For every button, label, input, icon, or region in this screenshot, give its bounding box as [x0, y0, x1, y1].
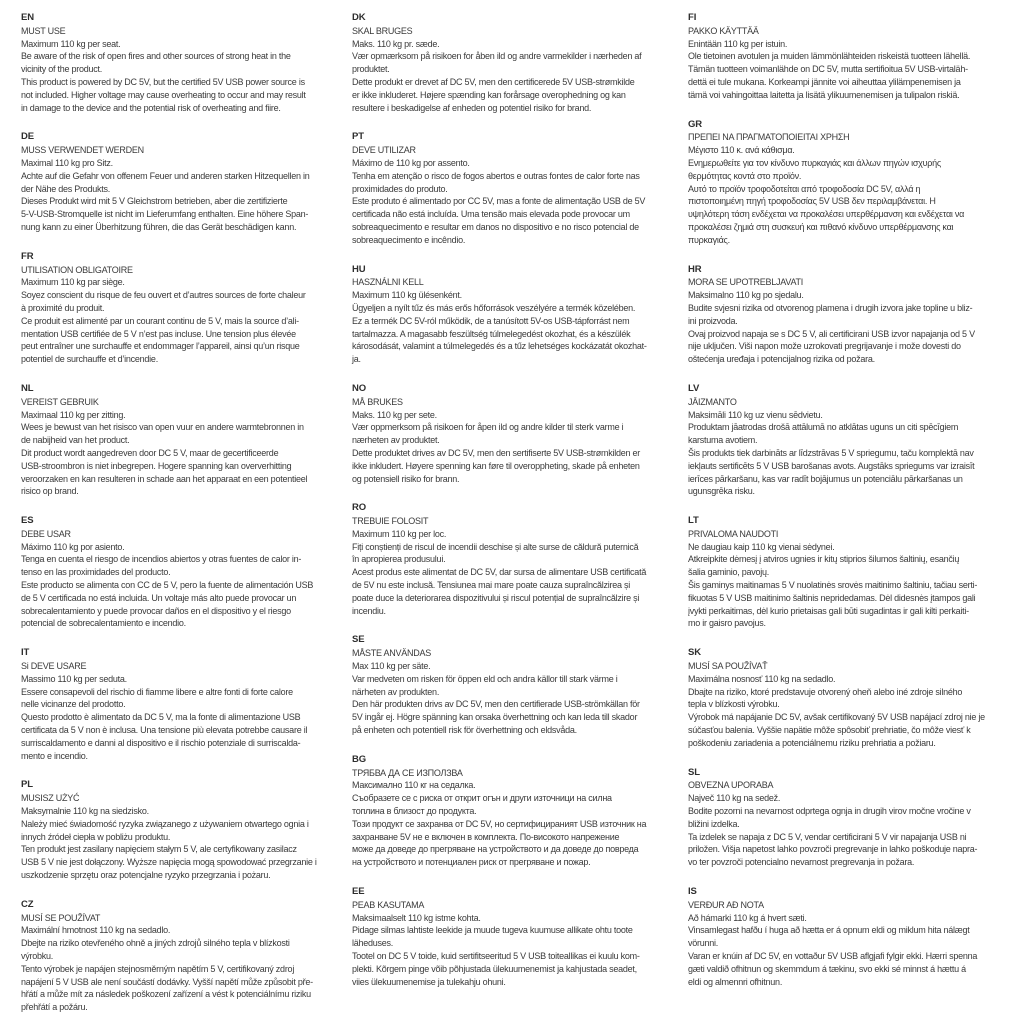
- text-line: Atkreipkite dėmesį į atviros ugnies ir kitų stiprios šilumos šaltinių, esančių: [688, 554, 960, 565]
- text-line: poate duce la deteriorarea dispozitivului și riscul potențial de supraîncălzire și: [352, 592, 640, 603]
- text-line: Maximálna nosnosť 110 kg na sedadlo.: [688, 673, 836, 684]
- text-line: proximidades do produto.: [352, 183, 448, 194]
- section-heading: MUSISZ UŻYĆ: [21, 793, 80, 804]
- language-code: RO: [352, 502, 367, 514]
- text-line: på enheten och potentiell risk för överhettning och eldsvåda.: [352, 725, 577, 736]
- text-line: Produktam jāatrodas drošā attālumā no atklātas uguns un citi spēcīgiem: [688, 422, 959, 433]
- section-heading: UTILISATION OBLIGATOIRE: [21, 264, 133, 275]
- text-line: USB-stroombron is niet inbegrepen. Hogere spanning kan oververhitting: [21, 460, 292, 471]
- text-line: Tämän tuotteen voimanlähde on DC 5V, mutta sertifioitua 5V USB-virtaläh-: [688, 64, 968, 75]
- text-line: plekti. Kõrgem pinge võib põhjustada ülekuumenemist ja kahjustada seadet,: [352, 963, 637, 974]
- language-section-dk: [352, 12, 664, 114]
- section-heading: PAKKO KÄYTTÄÄ: [688, 25, 759, 36]
- language-section-ro: [352, 502, 664, 617]
- section-heading: MUSS VERWENDET WERDEN: [21, 145, 144, 156]
- text-line: oštećenja uređaja i potencijalnog rizika od požara.: [688, 354, 875, 365]
- section-heading: JĀIZMANTO: [688, 396, 737, 407]
- text-line: Maksimāli 110 kg uz vienu sēdvietu.: [688, 409, 823, 420]
- text-line: iekļauts sertificēts 5 V USB barošanas avots. Augstāks spriegums var izraisīt: [688, 460, 975, 471]
- text-line: USB 5 V nie jest dołączony. Wyższe napięcia mogą spowodować przegrzanie i: [21, 857, 317, 868]
- text-line: vicinity of the product.: [21, 64, 103, 75]
- text-line: Največ 110 kg na sedež.: [688, 793, 781, 804]
- text-line: tenso en las proximidades del producto.: [21, 567, 171, 578]
- text-line: Var medveten om risken för öppen eld och andra källor till stark värme i: [352, 673, 618, 684]
- section-heading: SKAL BRUGES: [352, 25, 413, 36]
- text-line: This product is powered by DC 5V, but the certified 5V USB power source is: [21, 76, 305, 87]
- text-line: nelle vicinanze del prodotto.: [21, 699, 126, 710]
- language-section-bg: [352, 754, 664, 869]
- language-code: NO: [352, 382, 367, 394]
- text-line: vörunni.: [688, 938, 719, 949]
- text-line: Massimo 110 kg per seduta.: [21, 673, 127, 684]
- language-section-is: [688, 886, 1000, 988]
- text-line: poškodeniu zariadenia a potenciálnemu riziku prehriatia a požiaru.: [688, 737, 936, 748]
- text-line: Maximální hmotnost 110 kg na sedadlo.: [21, 925, 171, 936]
- text-line: närheten av produkten.: [352, 686, 440, 697]
- text-line: ini proizvoda.: [688, 315, 738, 326]
- text-line: mentation USB certifiée de 5 V n’est pas incluse. Une tension plus élevée: [21, 328, 296, 339]
- text-line: nung kann zu einer Überhitzung führen, die das Gerät beschädigen kann.: [21, 221, 297, 232]
- section-heading: Si DEVE USARE: [21, 661, 87, 672]
- text-line: Vær opmærksom på risikoen for åben ild og andre varmekilder i nærheden af: [352, 51, 642, 62]
- text-line: Að hámarki 110 kg á hvert sæti.: [688, 912, 807, 923]
- text-line: mo ir gaisro pavojus.: [688, 618, 766, 629]
- language-code: ES: [21, 515, 34, 527]
- text-line: Be aware of the risk of open fires and other sources of strong heat in the: [21, 51, 291, 62]
- text-line: er ikke inkluderet. Højere spænding kan forårsage overophedning og kan: [352, 89, 626, 100]
- language-code: FI: [688, 12, 697, 23]
- text-line: Máximo de 110 kg por assento.: [352, 157, 470, 168]
- text-line: certificata da 5 V non è inclusa. Una tensione più elevata potrebbe causare il: [21, 725, 308, 736]
- text-line: Varan er knúin af DC 5V, en vottaður 5V USB aflgjafi fylgir ekki. Hærri spenna: [688, 951, 978, 961]
- language-code: HU: [352, 263, 366, 275]
- text-line: Този продукт се захранва от DC 5V, но сертифицираният USB източник на: [352, 818, 647, 829]
- text-line: karstuma avotiem.: [688, 435, 758, 446]
- text-line: Budite svjesni rizika od otvorenog plamena i drugih izvora jake topline u bliz-: [688, 302, 973, 313]
- language-code: EN: [21, 12, 34, 23]
- text-line: ugunsgrēka risku.: [688, 486, 755, 497]
- text-line: Acest produs este alimentat de DC 5V, dar sursa de alimentare USB certificată: [352, 567, 647, 578]
- text-line: Maximum 110 kg par siège.: [21, 277, 125, 288]
- text-line: υψηλότερη τάση ενδέχεται να προκαλέσει υπερθέρμανση και ενδέχεται να: [688, 209, 965, 220]
- text-line: Dette produktet drives av DC 5V, men den sertifiserte 5V USB-strømkilden er: [352, 447, 641, 458]
- text-line: produktet.: [352, 64, 390, 75]
- text-line: įvykti perkaitimas, dėl kurio prietaisas gali būti sugadintas ir gali kilti perkaiti-: [688, 605, 969, 616]
- text-line: προκαλέσει ζημιά στη συσκευή και πιθανό κίνδυνο υπερθέρμανσης και: [688, 221, 954, 232]
- language-code: LV: [688, 382, 700, 394]
- text-line: Maks. 110 kg per sete.: [352, 409, 437, 420]
- text-line: Tootel on DC 5 V toide, kuid sertifitseeritud 5 V USB toiteallikas ei kuulu kom-: [352, 951, 640, 961]
- text-line: Maximum 110 kg per seat.: [21, 38, 121, 49]
- text-line: Dbejte na riziko otevřeného ohně a jiných zdrojů silného tepla v blízkosti: [21, 938, 290, 949]
- language-section-se: [352, 634, 664, 736]
- text-line: Ne daugiau kaip 110 kg vienai sėdynei.: [688, 541, 835, 552]
- text-line: tepla v blízkosti výrobku.: [688, 699, 780, 710]
- text-line: sobreaquecimento e resultar em danos no dispositivo e no risco potencial de: [352, 221, 639, 232]
- language-section-es: [21, 515, 333, 630]
- section-heading: OBVEZNA UPORABA: [688, 780, 774, 791]
- language-code: PT: [352, 131, 364, 143]
- text-line: gæti valdið ofhitnun og skemmdum á tækinu, svo ekki sé minnst á hættu á: [688, 963, 966, 974]
- section-heading: ΠΡΕΠΕΙ ΝΑ ΠΡΑΓΜΑΤΟΠΟΙΕΙΤΑΙ ΧΡΗΣΗ: [688, 132, 850, 143]
- text-line: Soyez conscient du risque de feu ouvert et d’autres sources de forte chaleur: [21, 290, 306, 301]
- text-line: πυρκαγιάς.: [688, 234, 730, 245]
- language-section-no: [352, 383, 664, 485]
- language-code: LT: [688, 515, 699, 527]
- text-line: napájení 5 V USB ale není součástí dodávky. Vyšší napětí může způsobit pře-: [21, 976, 313, 987]
- language-section-hr: [688, 264, 1000, 366]
- text-line: Šis gaminys maitinamas 5 V nuolatinės srovės maitinimo šaltiniu, tačiau serti-: [688, 580, 978, 591]
- language-code: SE: [352, 634, 365, 646]
- text-line: Съобразете се с риска от открит огън и други източници на силна: [352, 793, 612, 804]
- language-section-en: [21, 12, 333, 114]
- text-line: Tenga en cuenta el riesgo de incendios abiertos y otras fuentes de calor in-: [21, 554, 302, 565]
- language-code: SK: [688, 647, 701, 659]
- section-heading: VEREIST GEBRUIK: [21, 396, 99, 407]
- text-column-left: [21, 12, 333, 1031]
- language-section-fr: [21, 251, 333, 366]
- text-line: à proximité du produit.: [21, 302, 105, 313]
- text-line: incendiu.: [352, 605, 386, 616]
- text-column-right: [688, 12, 1000, 1005]
- text-line: priložen. Višja napetost lahko povzroči pregrevanje in lahko poškoduje napra-: [688, 844, 978, 855]
- text-line: vo ter povzroči potencialno nevarnost pregrevanja in požara.: [688, 857, 915, 868]
- text-line: Bodite pozorni na nevarnost odprtega ognja in drugih virov močne vročine v: [688, 806, 971, 817]
- text-line: eldi og almennri ofhitnun.: [688, 976, 783, 987]
- text-line: not included. Higher voltage may cause overheating to occur and may result: [21, 89, 306, 100]
- text-line: innych źródeł ciepła w pobliżu produktu.: [21, 831, 171, 842]
- text-line: Este producto se alimenta con CC de 5 V, pero la fuente de alimentación USB: [21, 580, 314, 591]
- text-line: Maximum 110 kg per loc.: [352, 528, 447, 539]
- text-line: Ügyeljen a nyílt tűz és más erős hőforrások veszélyére a termék közelében.: [352, 302, 636, 313]
- text-column-middle: [352, 12, 664, 1005]
- language-section-nl: [21, 383, 333, 498]
- text-line: fikuotas 5 V USB maitinimo šaltinis nepridedamas. Dėl didesnės įtampos gali: [688, 592, 976, 603]
- text-line: Maximaal 110 kg per zitting.: [21, 409, 126, 420]
- text-line: og potensiell risiko for brann.: [352, 473, 460, 484]
- text-line: Dit product wordt aangedreven door DC 5 V, maar de gecertificeerde: [21, 447, 279, 458]
- text-line: Vinsamlegast hafðu í huga að hætta er á opnum eldi og miklum hita nálægt: [688, 925, 970, 936]
- text-line: přehřátí a požáru.: [21, 1002, 88, 1013]
- text-line: výrobku.: [21, 951, 54, 961]
- text-line: Max 110 kg per säte.: [352, 661, 431, 672]
- text-line: potencial de sobrecalentamiento e incendio.: [21, 618, 186, 629]
- text-line: 5V ingår ej. Högre spänning kan orsaka överhettning och kan leda till skador: [352, 712, 638, 723]
- text-line: Fiți conștienți de riscul de incendii deschise și alte surse de căldură puternică: [352, 541, 639, 552]
- text-line: Este produto é alimentado por CC 5V, mas a fonte de alimentação USB de 5V: [352, 196, 646, 207]
- section-heading: HASZNÁLNI KELL: [352, 277, 424, 288]
- text-line: Maximum 110 kg ülésenként.: [352, 290, 462, 301]
- language-code: BG: [352, 753, 367, 765]
- text-line: risico op brand.: [21, 486, 79, 497]
- text-line: Tento výrobek je napájen stejnosměrným napětím 5 V, certifikovaný zdroj: [21, 963, 295, 974]
- text-line: Achte auf die Gefahr von offenem Feuer und anderen starken Hitzequellen in: [21, 170, 310, 181]
- language-section-ee: [352, 886, 664, 988]
- text-line: hřátí a může mít za následek poškození zařízení a vést k potenciálnímu riziku: [21, 989, 311, 1000]
- text-line: mento e incendio.: [21, 750, 88, 761]
- language-section-de: [21, 131, 333, 233]
- text-line: може да доведе до прегряване на устройството и да доведе до повреда: [352, 844, 639, 855]
- language-code: HR: [688, 263, 702, 275]
- text-line: Ez a termék DC 5V-ról működik, de a tanúsított 5V-os USB-tápforrást nem: [352, 315, 630, 326]
- section-heading: VERÐUR AÐ NOTA: [688, 899, 764, 910]
- section-heading: MÅ BRUKES: [352, 396, 403, 407]
- section-heading: MORA SE UPOTREBLJAVATI: [688, 277, 804, 288]
- section-heading: DEBE USAR: [21, 528, 71, 539]
- language-section-fi: [688, 12, 1000, 102]
- text-line: Maksymalnie 110 kg na siedzisko.: [21, 806, 149, 817]
- text-line: Αυτό το προϊόν τροφοδοτείται από τροφοδοσία DC 5V, αλλά η: [688, 183, 921, 194]
- section-heading: MUSÍ SA POUŽÍVAŤ: [688, 661, 768, 672]
- text-line: läheduses.: [352, 938, 394, 949]
- text-line: nije uključen. Viši napon može uzrokovati pregrijavanje i može dovesti do: [688, 341, 961, 352]
- text-line: súčasťou balenia. Vyššie napätie môže spôsobiť prehriatie, čo môže viesť k: [688, 725, 971, 736]
- text-line: Dbajte na riziko, ktoré predstavuje otvorený oheň alebo iné zdroje silného: [688, 686, 963, 697]
- text-line: Vær oppmerksom på risikoen for åpen ild og andre kilder til sterk varme i: [352, 422, 624, 433]
- text-line: Tenha em atenção o risco de fogos abertos e outras fontes de calor forte nas: [352, 170, 640, 181]
- text-line: der Nähe des Produkts.: [21, 183, 111, 194]
- section-heading: MÅSTE ANVÄNDAS: [352, 648, 432, 659]
- text-line: Dette produkt er drevet af DC 5V, men den certificerede 5V USB-strømkilde: [352, 76, 635, 87]
- text-line: на устройството и потенциален риск от прегряване и пожар.: [352, 857, 591, 868]
- text-line: Ce produit est alimenté par un courant continu de 5 V, mais la source d’ali-: [21, 315, 299, 326]
- text-line: Ten produkt jest zasilany napięciem stałym 5 V, ale certyfikowany zasilacz: [21, 844, 297, 855]
- language-code: EE: [352, 886, 365, 898]
- text-line: certificada não está incluída. Uma tensão mais elevada pode provocar um: [352, 209, 630, 220]
- text-line: Należy mieć świadomość ryzyka związanego z używaniem otwartego ognia i: [21, 818, 309, 829]
- text-line: ierīces pārkaršanu, kas var radīt bojājumus un potenciālu pārkaršanas un: [688, 473, 963, 484]
- language-code: GR: [688, 118, 703, 130]
- language-code: IS: [688, 886, 697, 898]
- text-line: Maximal 110 kg pro Sitz.: [21, 157, 113, 168]
- language-code: FR: [21, 250, 34, 262]
- text-line: sobreaquecimento e incêndio.: [352, 234, 466, 245]
- text-line: tartalmazza. A magasabb feszültség túlmelegedést okozhat, és a készülék: [352, 328, 631, 339]
- text-line: šalia gaminio, pavojų.: [688, 567, 770, 578]
- text-line: Výrobok má napájanie DC 5V, avšak certifikovaný 5V USB napájací zdroj nie je: [688, 712, 985, 723]
- section-heading: TREBUIE FOLOSIT: [352, 516, 429, 527]
- text-line: tämä voi vahingoittaa laitetta ja lisätä ylikuumenemisen ja tulipalon riskiä.: [688, 89, 960, 100]
- text-line: Ta izdelek se napaja z DC 5 V, vendar certificirani 5 V vir napajanja USB ni: [688, 831, 967, 842]
- text-line: Ovaj proizvod napaja se s DC 5 V, ali certificirani USB izvor napajanja od 5 V: [688, 328, 975, 339]
- text-line: топлина в близост до продукта.: [352, 806, 477, 817]
- text-line: de 5V nu este inclusă. Tensiunea mai mare poate cauza supraîncălzirea și: [352, 580, 631, 591]
- text-line: Ενημερωθείτε για τον κίνδυνο πυρκαγιάς και άλλων πηγών ισχυρής: [688, 157, 941, 168]
- text-line: Maks. 110 kg pr. sæde.: [352, 38, 440, 49]
- language-section-hu: [352, 264, 664, 366]
- text-line: Ole tietoinen avotulen ja muiden lämmönlähteiden riskeistä tuotteen lähellä.: [688, 51, 971, 62]
- text-line: Den här produkten drivs av DC 5V, men den certifierade USB-strömkällan för: [352, 699, 640, 710]
- language-section-cz: [21, 899, 333, 1014]
- text-line: Μέγιστο 110 κ. ανά κάθισμα.: [688, 145, 795, 156]
- language-code: CZ: [21, 898, 34, 910]
- language-section-it: [21, 647, 333, 762]
- language-section-sk: [688, 647, 1000, 749]
- text-line: viies ülekuumenemise ja tulekahju ohuni.: [352, 976, 506, 987]
- language-section-lt: [688, 515, 1000, 630]
- text-line: resultere i beskadigelse af enheden og potentiel risiko for brand.: [352, 102, 592, 113]
- text-line: nærheten av produktet.: [352, 435, 440, 446]
- language-code: DK: [352, 12, 366, 23]
- language-section-pt: [352, 131, 664, 246]
- text-line: dettä ei tule mukana. Korkeampi jännite voi aiheuttaa ylilämpenemisen ja: [688, 76, 961, 87]
- text-line: in damage to the device and the potential risk of overheating and fiire.: [21, 102, 281, 113]
- section-heading: PEAB KASUTAMA: [352, 899, 425, 910]
- text-line: 5-V-USB-Stromquelle ist nicht im Lieferumfang enthalten. Eine höhere Span-: [21, 209, 309, 220]
- text-line: károsodását, valamint a túlmelegedés és a tűz lehetséges kockázatát okozhat-: [352, 341, 647, 352]
- language-code: SL: [688, 766, 700, 778]
- text-line: πιστοποιημένη πηγή τροφοδοσίας 5V USB δεν περιλαμβάνεται. Η: [688, 196, 936, 207]
- language-code: NL: [21, 382, 34, 394]
- text-line: peut entraîner une surchauffe et endommager l’appareil, ainsi qu’un risque: [21, 341, 300, 352]
- text-line: Enintään 110 kg per istuin.: [688, 38, 788, 49]
- language-code: DE: [21, 131, 34, 143]
- language-section-sl: [688, 767, 1000, 869]
- text-line: ja.: [352, 354, 361, 365]
- section-heading: ТРЯБВА ДА СЕ ИЗПОЛЗВА: [352, 767, 463, 778]
- language-code: PL: [21, 779, 33, 791]
- text-line: surriscaldamento e danni al dispositivo e il rischio potenziale di surriscalda-: [21, 737, 301, 748]
- text-line: Maksimalno 110 kg po sjedalu.: [688, 290, 804, 301]
- language-section-pl: [21, 779, 333, 881]
- text-line: Essere consapevoli del rischio di fiamme libere e altre fonti di forte calore: [21, 686, 293, 697]
- text-line: veroorzaken en kan resulteren in schade aan het apparaat en een potentieel: [21, 473, 308, 484]
- language-section-gr: [688, 119, 1000, 247]
- text-line: Máximo 110 kg por asiento.: [21, 541, 125, 552]
- language-code: IT: [21, 647, 30, 659]
- text-line: de 5 V certificada no está incluida. Un voltaje más alto puede provocar un: [21, 592, 297, 603]
- text-line: ikke inkludert. Høyere spenning kan føre til overoppheting, skade på enheten: [352, 460, 640, 471]
- text-line: Questo prodotto è alimentato da DC 5 V, ma la fonte di alimentazione USB: [21, 712, 301, 723]
- text-line: Šis produkts tiek darbināts ar līdzstrāvas 5 V spriegumu, taču komplektā nav: [688, 447, 974, 458]
- text-line: de nabijheid van het product.: [21, 435, 130, 446]
- text-line: potentiel de surchauffe et d’incendie.: [21, 354, 158, 365]
- section-heading: DEVE UTILIZAR: [352, 145, 416, 156]
- text-line: Dieses Produkt wird mit 5 V Gleichstrom betrieben, aber die zertifizierte: [21, 196, 288, 207]
- section-heading: PRIVALOMA NAUDOTI: [688, 528, 779, 539]
- text-line: Wees je bewust van het risisco van open vuur en andere warmtebronnen in: [21, 422, 304, 433]
- text-line: θερμότητας κοντά στο προϊόν.: [688, 170, 802, 181]
- language-section-lv: [688, 383, 1000, 498]
- text-line: Pidage silmas lahtiste leekide ja muude tugeva kuumuse allikate ohtu toote: [352, 925, 633, 936]
- section-heading: MUST USE: [21, 25, 66, 36]
- section-heading: MUSÍ SE POUŽÍVAT: [21, 912, 101, 923]
- text-line: захранване 5V не е включен в комплекта. По-високото напрежение: [352, 831, 620, 842]
- text-line: Maksimaalselt 110 kg istme kohta.: [352, 912, 481, 923]
- text-line: bližini izdelka.: [688, 818, 740, 829]
- text-line: în apropierea produsului.: [352, 554, 446, 565]
- text-line: Максимално 110 кг на седалка.: [352, 780, 476, 791]
- text-line: sobrecalentamiento y puede provocar daños en el dispositivo y el riesgo: [21, 605, 291, 616]
- text-line: uszkodzenie sprzętu oraz potencjalne ryzyko przegrzania i pożaru.: [21, 870, 271, 881]
